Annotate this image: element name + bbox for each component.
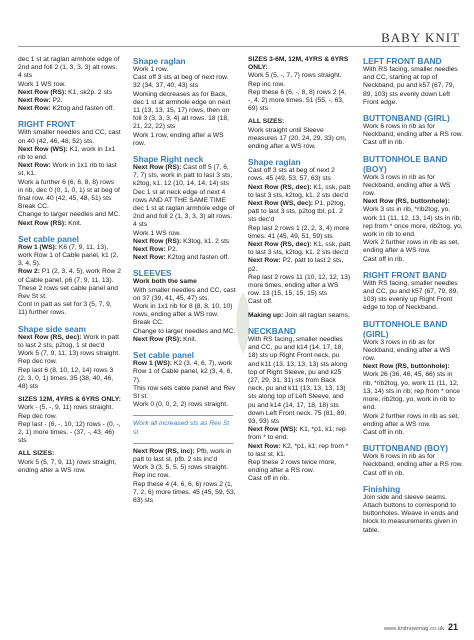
text-line: Rep last 2 rows 11 (10, 12, 12, 13) more times, ending after a WS row. 13 (15, 15, 15, 15) sts: [248, 273, 351, 298]
text-line: Next Row (RS, dec): Work in patt to last 2 sts, p2tog, 1 st dec'd: [18, 333, 119, 349]
run-in-label: Next Row:: [18, 105, 51, 113]
text-line: Work 2 further rows in rib as set, ending after a WS row.: [363, 412, 460, 428]
text-line: Next Row (RS, buttonhole): Work 3 sts in rib, *rib2tog, yo, work 11 (11, 12, 13, 14) sts in rib; rep from * once more, rib2tog, yo, work in rib to end.: [363, 198, 463, 239]
run-in-label: Row 1 (WS):: [18, 243, 58, 251]
text-line: Rep these 2 rows twice more, ending after a RS row.: [248, 458, 337, 475]
col1-intro: [18, 56, 121, 113]
run-in-label: Work both the same: [133, 278, 197, 286]
column-4: [363, 56, 463, 535]
text-line: Rep inc row.: [133, 472, 170, 480]
text-line: Next Row: Work in 1x1 rib to last st, k1.: [18, 162, 117, 178]
text-line: Cast off 3 sts at beg of next row. 32 (34, 37, 40, 43) sts: [133, 74, 229, 90]
text-line: Cast off.: [248, 298, 273, 306]
text-line: Cast off 3 sts at beg of next 2 rows. 45 (49, 53, 57, 63) sts: [248, 167, 335, 183]
text-line: Next Row: P2, patt to last 2 sts, p2.: [248, 257, 344, 273]
text-line: Work 3 rows in rib as for Neckband, ending after a WS row.: [363, 173, 451, 198]
text-line: Cont in patt as set for 3 (5, 7, 9, 11) further rows.: [18, 301, 112, 317]
text-line: Row 2: P1 (2, 3, 4, 5), work Row 2 of Cable panel, p6 (7, 9, 11, 13).: [18, 268, 121, 284]
shape-raglan-text: [133, 66, 236, 148]
leaf-decoration-icon: [232, 292, 254, 354]
sleeve-cable-panel-heading: Set cable panel: [133, 350, 194, 361]
run-in-label: Making up:: [248, 311, 284, 319]
column-3: [248, 56, 351, 484]
text-line: Next Row (WS): K1, work in 1x1 rib to end.: [18, 145, 116, 162]
text-line: Break CC.: [133, 319, 164, 327]
text-line: Cast off in rib.: [363, 469, 405, 477]
text-line: Next Row (RS, buttonhole): Work 26 (36, 46, 45, 66) sts in rib, *rib2tog, yo, work 11 (11, 12, 13, 14) sts in rib; rep from * once more, rib2tog, yo, work in rib to end.: [363, 363, 461, 412]
text-line: Rep these 4 (4, 6, 6, 6) rows 2 (1, 7, 2, 6) more times. 45 (45, 59, 53, 63) sts: [133, 480, 236, 504]
text-line: With RS facing, smaller needles and CC, starting at top of Neckband, pu and k57 (67, 79, 89, 103) sts evenly down Left Front edge.: [363, 66, 458, 106]
text-line: Work 1 WS row.: [18, 80, 66, 88]
run-in-label: Next Row:: [18, 97, 51, 105]
text-line: Work 0 (0, 0, 2, 2) rows straight.: [133, 401, 229, 409]
text-line: dec 1 st at raglan armhole edge of 2nd and foll 2 (1, 3, 3, 3) alt rows. 4 sts: [18, 56, 120, 80]
text-line: Work 3 (3, 5, 5, 5) rows straight.: [133, 464, 229, 472]
run-in-label: Next Row (RS):: [133, 335, 182, 343]
run-in-label: Row 2:: [18, 268, 40, 276]
text-line: Rep inc row.: [248, 80, 285, 88]
text-line: Break CC.: [18, 203, 49, 211]
run-in-label: Next Row (WS, dec):: [248, 200, 314, 208]
run-in-label: Next Row (RS, buttonhole):: [363, 198, 450, 206]
making-up-text: [248, 312, 351, 320]
text-line: Next Row (RS, inc): Pfb, work in patt to last st, pfb. 2 sts inc'd: [133, 447, 232, 463]
shape-raglan-heading: Shape raglan: [133, 56, 186, 66]
text-line: Rep dec row.: [18, 358, 58, 366]
section-title: BABY KNIT: [381, 30, 460, 45]
text-line: Rep dec row.: [18, 412, 58, 420]
run-in-label: Next Row:: [133, 254, 166, 262]
all-sizes-text: [18, 459, 121, 475]
neckband-heading: NECKBAND: [248, 325, 296, 336]
text-line: Next Row: P2.: [133, 246, 178, 254]
text-line: With RS facing, smaller needles and CC, pu and k14 (14, 17, 18, 18) sts up Right Front neck, pu and k11 (13, 13, 13, 13) sts along top of Right Sleeve, pu and k25 (27, 29, 31, 31) sts from Back neck, pu and k11 (13, 13, 13, 13) sts along top of Left Sleeve, and pu and k14 (14, 17, 18, 18) sts down Left Front neck. 75 (81, 89, 93, 93) sts: [248, 335, 348, 425]
finishing-text: [363, 494, 463, 535]
text-line: Next Row (WS, dec): P1, p2tog, patt to last 3 sts, p2tog tbl, p1. 2 sts dec'd: [248, 200, 346, 224]
text-line: Rep last - (6, -, 10, 12) rows - (0, -, 2, 1) more times. - (37, -, 43, 46) sts: [18, 420, 121, 445]
sizes-text: [18, 404, 121, 445]
text-line: Dec 1 st at neck edge of next 4 rows AND AT THE SAME TIME dec 1 st at raglan armhole edge of 2nd and foll 2 (1, 3, 3, 3) alt rows. 4 sts: [133, 188, 235, 229]
left-front-band-text: [363, 66, 463, 107]
text-line: Next Row (RS): K3tog, k1. 2 sts: [133, 237, 230, 245]
buttonhole-band-girl-heading: BUTTONHOLE BAND (GIRL): [363, 318, 448, 339]
run-in-label: Next Row (RS):: [133, 237, 182, 245]
run-in-label: Next Row (RS, buttonhole):: [363, 363, 450, 371]
text-line: With smaller needles and CC, cast on 40 (42, 46, 48, 52) sts.: [18, 129, 121, 145]
text-line: Work 6 rows in rib as for Neckband, ending after a RS row.: [363, 123, 463, 139]
text-line: Next Row (WS): K1, *p1, k1; rep from * to end.: [248, 426, 346, 442]
buttonhole-band-boy-text: [363, 174, 463, 264]
text-line: Work 6 rows in rib as for Neckband, ending after a RS row.: [363, 453, 463, 469]
header-divider: [18, 46, 460, 47]
text-line: These 2 rows set cable panel and Rev St st.: [18, 284, 119, 301]
text-line: Change to larger needles and MC.: [18, 211, 121, 219]
text-line: Next Row: K2tog and fasten off.: [18, 105, 115, 113]
shape-right-neck-text: [133, 164, 236, 262]
text-line: Next Row: K2tog and fasten off.: [133, 254, 230, 262]
run-in-label: Next Row (RS):: [133, 164, 182, 172]
text-line: Work 5 (7, 9, 11, 13) rows straight.: [18, 350, 120, 358]
right-front-band-text: [363, 280, 463, 313]
neckband-text: [248, 336, 351, 484]
text-line: Change to larger needles and MC.: [133, 327, 236, 335]
text-line: Working decreases as for Back, dec 1 st at armhole edge on next 11 (13, 13, 15, 17) rows, then on foll 3 (3, 3, 3, 4) alt rows. 18 (18, 21, 22, 22) sts: [133, 90, 231, 131]
set-cable-panel-text: [18, 244, 121, 318]
text-line: Work 1 row, ending after a WS row.: [133, 131, 224, 147]
shape-right-neck-heading: Shape Right neck: [133, 154, 204, 165]
sleeve-raglan-text: [248, 167, 351, 306]
run-in-label: Next Row (RS, dec):: [248, 241, 312, 249]
text-line: Next Row (RS): Knit.: [133, 335, 197, 343]
finishing-heading: Finishing: [363, 483, 401, 494]
run-in-label: Next Row:: [248, 257, 281, 265]
text-line: Cast off in rib.: [363, 428, 405, 436]
run-in-label: Row 1 (WS):: [133, 360, 173, 368]
text-line: Rep last 2 rows 1 (2, 2, 3, 4) more times. 41 (45, 49, 51, 59) sts: [248, 224, 350, 240]
run-in-label: Next Row (RS):: [18, 219, 67, 227]
text-line: Cast off in rib.: [363, 139, 405, 147]
text-line: Work 5 (5, 7, 9, 11) rows straight, ending after a WS row.: [18, 458, 117, 474]
text-line: Work 2 further rows in rib as set, ending after a WS row.: [363, 239, 460, 255]
sleeve-sizes-heading: SIZES 3-6M, 12M, 4YRS & 6YRS ONLY:: [248, 56, 349, 72]
column-2: [133, 56, 236, 505]
text-line: Row 1 (WS): K2 (3, 4, 6, 7), work Row 1 of Cable panel, k2 (3, 4, 6, 7).: [133, 360, 233, 384]
increase-note: Work all increased sts as Rev St st: [133, 420, 230, 436]
right-front-text: [18, 129, 121, 227]
text-line: [133, 278, 236, 286]
text-line: Next Row (RS): K1, sk2p. 2 sts: [18, 88, 113, 96]
all-sizes-heading: ALL SIZES:: [18, 450, 55, 458]
text-line: Rep last 6 (8, 10, 12, 14) rows 3 (2, 3, 0, 1) times. 35 (38, 40, 46, 48) sts: [18, 366, 114, 390]
sleeve-raglan-heading: Shape raglan: [248, 157, 301, 168]
text-line: Work 5 (5, -, 7, 7) rows straight.: [248, 72, 342, 80]
sleeves-heading: SLEEVES: [133, 268, 172, 279]
buttonband-girl-heading: BUTTONBAND (GIRL): [363, 113, 450, 124]
text-line: Work in 1x1 rib for 8 (8, 8, 10, 10) rows, ending after a WS row.: [133, 303, 233, 319]
sleeve-all-sizes-heading: ALL SIZES:: [248, 118, 285, 126]
sizes-heading: SIZES 12M, 4YRS & 6YRS ONLY:: [18, 396, 121, 404]
text-line: Next Row (RS, dec): K1, ssk, patt to last 3 sts, k2tog, k1. 2 sts dec'd: [248, 241, 351, 257]
shape-side-seam-heading: Shape side seam: [18, 323, 86, 334]
run-in-label: Next Row (WS):: [248, 426, 298, 434]
set-cable-panel-heading: Set cable panel: [18, 233, 79, 244]
sleeves-text: [133, 278, 236, 344]
text-line: Cast off in rib.: [363, 255, 405, 263]
buttonband-girl-text: [363, 123, 463, 148]
run-in-label: Next Row (WS):: [18, 145, 68, 153]
text-line: This row sets cable panel and Rev St st.: [133, 384, 236, 400]
note-divider-top: [133, 415, 233, 416]
shape-side-seam-text: [18, 334, 121, 391]
column-1: [18, 56, 121, 475]
text-line: Work straight until Sleeve measures 17 (20, 24, 29, 33) cm, ending after a WS row.: [248, 126, 347, 151]
run-in-label: Next Row (RS, dec):: [18, 333, 82, 341]
sleeve-cable-panel-text: [133, 360, 236, 409]
buttonhole-band-girl-text: [363, 339, 463, 437]
text-line: Next Row (RS, dec): K1, ssk, patt to last 3 sts, k2tog, k1. 2 sts dec'd: [248, 183, 351, 199]
text-line: Work 1 row.: [133, 66, 169, 73]
buttonband-boy-text: [363, 453, 463, 478]
right-front-heading: RIGHT FRONT: [18, 119, 76, 130]
text-line: Next Row (RS): Cast off 5 (7, 6, 7, 7) sts, work in patt to last 3 sts, k2tog, k1. 12 (10, 14, 14, 14) sts: [133, 164, 233, 188]
text-line: Making up: Join all raglan seams.: [248, 311, 350, 319]
text-line: Next Row (RS): Knit.: [18, 219, 82, 227]
page-number: 21: [447, 622, 458, 632]
run-in-label: Next Row (RS):: [18, 88, 67, 96]
text-line: Next Row: P2.: [18, 97, 63, 105]
run-in-label: Next Row (RS, dec):: [248, 183, 312, 191]
right-front-band-heading: RIGHT FRONT BAND: [363, 269, 447, 280]
text-line: Rep these 6 (6, -, 8, 8) rows 2 (4, -, 4, 2) more times. 51 (55, -, 63, 69) sts: [248, 88, 347, 113]
text-line: With smaller needles and CC, cast on 37 (39, 41, 45, 47) sts.: [133, 286, 236, 302]
footer-url: www.knitnowmag.co.uk: [383, 626, 444, 632]
text-line: With RS facing, smaller needles and CC, pu and k57 (67, 79, 89, 103) sts evenly up Right Front edge to top of Neckband.: [363, 279, 459, 312]
run-in-label: Next Row:: [18, 162, 51, 170]
buttonhole-band-boy-heading: BUTTONHOLE BAND (BOY): [363, 153, 448, 174]
text-line: Work a further 6 (6, 6, 8, 8) rows in rib, dec 0 (0, 1, 0, 1) st at beg of final row. 40 (42, 45, 48, 51) sts: [18, 178, 120, 203]
text-line: Cast off in rib.: [248, 475, 290, 483]
sleeve-all-sizes-text: [248, 127, 351, 152]
run-in-label: Next Row:: [248, 442, 281, 450]
text-line: Join side and sleeve seams. Attach buttons to correspond to buttonholes. Weave in ends and block to measurements given in table.: [363, 493, 459, 534]
text-line: Next Row: K2, *p1, k1; rep from * to last st, k1.: [248, 442, 349, 458]
left-front-band-heading: LEFT FRONT BAND: [363, 56, 442, 66]
text-line: Work - (5, -, 9, 11) rows straight.: [18, 404, 114, 412]
sleeve-sizes-text: [248, 72, 351, 113]
buttonband-boy-heading: BUTTONBAND (BOY): [363, 443, 448, 454]
text-line: Work 3 rows in rib as for Neckband, ending after a WS row.: [363, 338, 451, 363]
text-line: Work 1 WS row.: [133, 229, 181, 237]
increase-text: [133, 448, 236, 505]
text-line: Row 1 (WS): K6 (7, 9, 11, 13), work Row 1 of Cable panel, k1 (2, 3, 4, 5).: [18, 243, 119, 268]
run-in-label: Next Row (RS, inc):: [133, 447, 195, 455]
run-in-label: Next Row:: [133, 246, 166, 254]
note-divider-bottom: [133, 443, 233, 444]
